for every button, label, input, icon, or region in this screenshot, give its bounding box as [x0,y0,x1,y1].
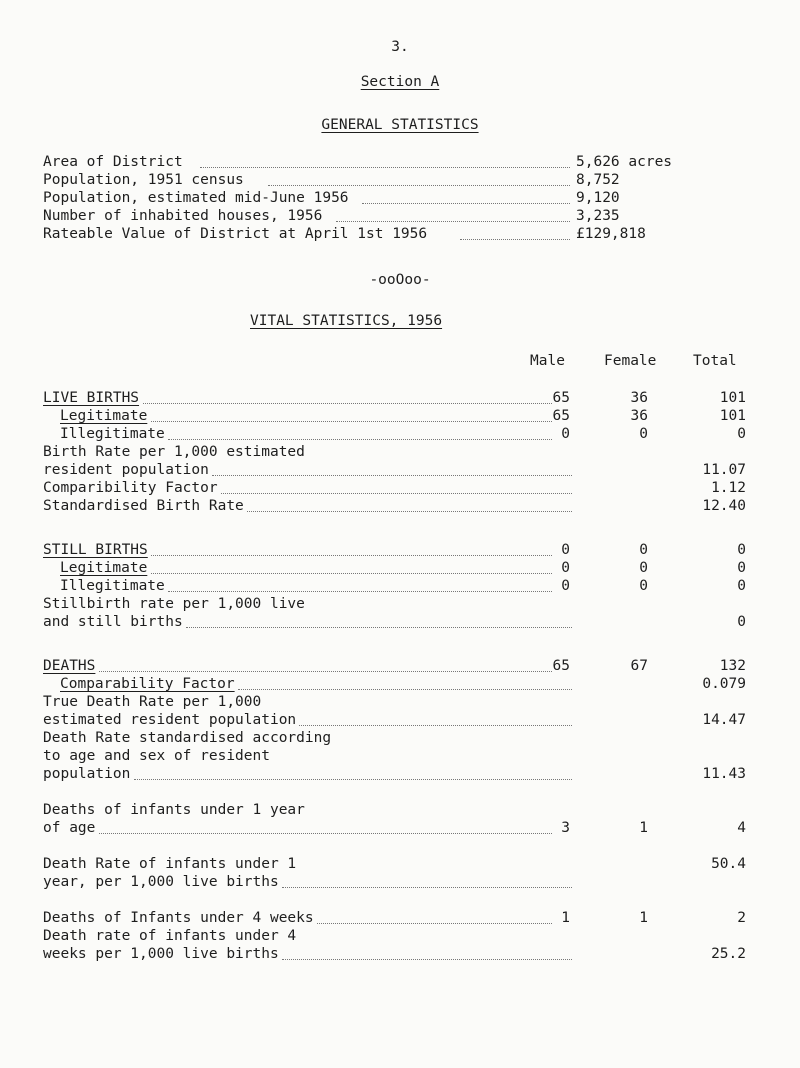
dot-leader [168,591,552,592]
cell-total: 0 [737,578,746,594]
cell-male: 0 [561,560,570,576]
row-label-text: Illegitimate [60,426,165,442]
row-label-text: Comparibility Factor [43,480,218,496]
row-label [43,389,139,407]
cell-male: 65 [552,408,570,424]
row-label-text: Death Rate standardised according [43,730,332,746]
cell-total: 50.4 [711,856,746,872]
general-label: Number of inhabited houses, 1956 [43,208,323,224]
cell-total: 4 [737,820,746,836]
cell-female: 0 [639,542,648,558]
cell-female: 1 [639,910,648,926]
row-label [43,747,270,765]
general-label: Rateable Value of District at April 1st 1956 [43,226,428,242]
cell-male: 0 [561,542,570,558]
row-label [43,541,148,559]
vital-heading [250,312,442,330]
cell-male: 0 [561,426,570,442]
cell-male: 1 [561,910,570,926]
cell-female: 0 [639,578,648,594]
row-label-text: Death Rate of infants under 1 [43,856,297,872]
dot-leader [282,887,572,888]
cell-total: 11.07 [702,462,746,478]
row-label [43,855,296,873]
row-label [43,613,183,631]
row-label-text: Birth Rate per 1,000 estimated [43,444,305,460]
row-label-text: Stillbirth rate per 1,000 live [43,596,305,612]
general-label: Area of District [43,154,183,170]
general-value: 5,626 acres [576,154,673,170]
dot-leader [460,239,570,240]
row-label [43,945,279,963]
row-label [60,407,147,425]
dot-leader [282,959,572,960]
dot-leader [168,439,552,440]
dot-leader [247,511,572,512]
page-number: 3. [391,39,409,55]
cell-total: 12.40 [702,498,746,514]
cell-male: 65 [552,390,570,406]
row-label-text: Deaths of infants under 1 year [43,802,305,818]
general-value: £129,818 [576,226,646,242]
row-label-text: Legitimate [60,560,148,576]
row-label-text: DEATHS [43,658,96,674]
cell-total: 0 [737,614,746,630]
row-label [60,559,147,577]
cell-male: 65 [552,658,570,674]
row-label [43,595,305,613]
dot-leader [134,779,572,780]
general-value: 8,752 [576,172,620,188]
dot-leader [186,627,572,628]
general-heading [0,116,800,134]
dot-leader [99,833,552,834]
row-label [43,657,95,675]
section-heading [0,73,800,91]
cell-male: 0 [561,578,570,594]
cell-female: 0 [639,426,648,442]
cell-female: 36 [630,408,648,424]
row-label [43,693,261,711]
row-label [60,577,165,595]
vital-title: VITAL STATISTICS, 1956 [250,313,443,329]
row-label-text: of age [43,820,96,836]
row-label-text: Deaths of Infants under 4 weeks [43,910,314,926]
section-title: Section A [360,74,440,90]
row-label-text: Death rate of infants under 4 [43,928,297,944]
row-label-text: Standardised Birth Rate [43,498,244,514]
header-female: Female [604,353,657,369]
cell-total: 0 [737,542,746,558]
dot-leader [99,671,552,672]
dot-leader [362,203,570,204]
cell-total: 101 [719,390,746,406]
row-label-text: weeks per 1,000 live births [43,946,279,962]
row-label-text: LIVE BIRTHS [43,390,140,406]
header-total: Total [693,353,737,369]
cell-total: 11.43 [702,766,746,782]
row-label [43,927,296,945]
cell-female: 0 [639,560,648,576]
cell-total: 14.47 [702,712,746,728]
dot-leader [221,493,572,494]
general-label: Population, estimated mid-June 1956 [43,190,349,206]
cell-total: 0 [737,426,746,442]
row-label-text: Comparability Factor [60,676,235,692]
dot-leader [151,555,552,556]
row-label [43,729,331,747]
row-label-text: Illegitimate [60,578,165,594]
dot-leader [299,725,572,726]
dot-leader [143,403,552,404]
general-value: 3,235 [576,208,620,224]
general-label: Population, 1951 census [43,172,244,188]
general-value: 9,120 [576,190,620,206]
dot-leader [151,573,552,574]
row-label [43,819,95,837]
row-label-text: resident population [43,462,209,478]
cell-female: 36 [630,390,648,406]
cell-total: 101 [719,408,746,424]
cell-total: 1.12 [711,480,746,496]
cell-total: 0.079 [702,676,746,692]
row-label-text: and still births [43,614,183,630]
row-label [43,497,244,515]
cell-total: 0 [737,560,746,576]
row-label [60,425,165,443]
row-label-text: estimated resident population [43,712,297,728]
cell-total: 2 [737,910,746,926]
row-label-text: to age and sex of resident [43,748,270,764]
cell-female: 67 [630,658,648,674]
row-label-text: STILL BIRTHS [43,542,148,558]
row-label [43,873,279,891]
row-label [43,765,130,783]
row-label-text: Legitimate [60,408,148,424]
general-title: GENERAL STATISTICS [321,117,479,133]
dot-leader [212,475,572,476]
row-label [43,479,218,497]
divider: -ooOoo- [369,272,431,288]
row-label-text: population [43,766,131,782]
cell-total: 132 [719,658,746,674]
dot-leader [200,167,570,168]
row-label-text: year, per 1,000 live births [43,874,279,890]
row-label [43,909,314,927]
cell-total: 25.2 [711,946,746,962]
row-label [60,675,235,693]
cell-female: 1 [639,820,648,836]
dot-leader [336,221,570,222]
dot-leader [268,185,570,186]
row-label [43,711,296,729]
row-label [43,461,209,479]
dot-leader [238,689,572,690]
header-male: Male [530,353,565,369]
cell-male: 3 [561,820,570,836]
dot-leader [151,421,552,422]
row-label [43,443,305,461]
row-label-text: True Death Rate per 1,000 [43,694,262,710]
row-label [43,801,305,819]
